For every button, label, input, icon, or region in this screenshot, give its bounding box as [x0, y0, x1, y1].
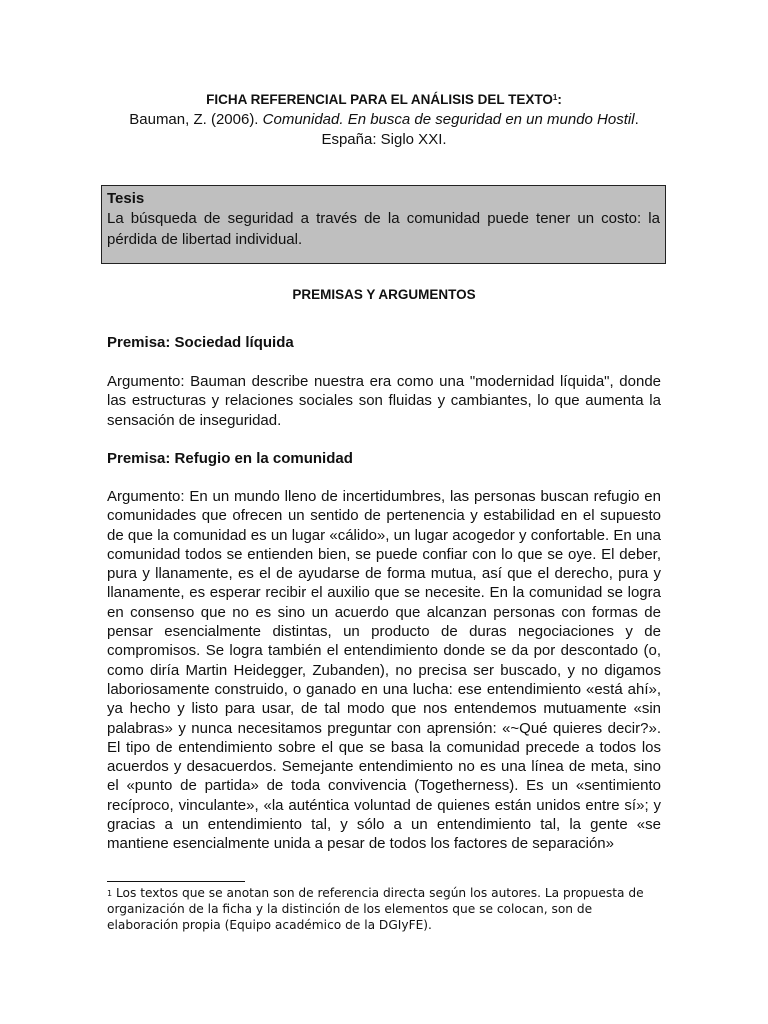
citation — [100, 110, 668, 130]
citation-publisher: España: Siglo XXI. — [321, 131, 447, 148]
document-title — [100, 90, 668, 110]
thesis-label: Tesis — [107, 190, 145, 207]
thesis-text: La búsqueda de seguridad a través de la comunidad puede tener un costo: la pérdida de libertad individual. — [107, 210, 660, 248]
footnote-number: 1 — [107, 889, 113, 898]
premise-argument: Argumento: En un mundo lleno de incertidumbres, las personas buscan refugio en comunidades que ofrecen un sentido de pertenencia y estabilidad en el supuesto de que la comunidad es un lugar «cálido», un lugar acogedor y confortable. En una comunidad todos se entienden bien, se puede confiar con lo que se oye. El deber, pura y llanamente, es el de ayudarse de forma mutua, así que el derecho, pura y llanamente, es esperar recibir el auxilio que se necesite. En la comunidad se logra en consenso que no es sino un acuerdo que alcanzan personas con formas de pensar esencialmente distintas, un producto de duras negociaciones y de compromisos. Se logra también el entendimiento donde se da por descontado (o, como diría Martin Heidegger, Zubanden), no precisa ser buscado, y no digamos laboriosamente construido, o ganado en una lucha: ese entendimiento «está ahí», ya hecho y listo para usar, de tal modo que nos entendemos mutuamente «sin palabras» y nunca necesitamos preguntar con aprensión: «~Qué quieres decir?». El tipo de entendimiento sobre el que se basa la comunidad precede a todos los acuerdos y desacuerdos. Semejante entendimiento no es una línea de meta, sino el «punto de partida» de toda convivencia (Togetherness). Es un «sentimiento recíproco, vinculante», «la auténtica voluntad de quienes están unidos entre sí»; y gracias a un entendimiento tal, y sólo a un entendimiento tal, la gente «se mantiene esencialmente unida a pesar de todos los factores de separación» — [107, 488, 661, 853]
citation-end: . — [634, 111, 639, 128]
thesis-box — [101, 185, 666, 264]
footnote-text: Los textos que se anotan son de referencia directa según los autores. La propuesta de organización de la ficha y la distinción de los elementos que se colocan, son de elaboración propia (Equipo académico de la DGIyFE). — [107, 886, 644, 932]
footnote-mark: 1 — [552, 93, 558, 102]
footnote — [107, 885, 661, 933]
citation-title: Comunidad. En busca de seguridad en un mundo Hostil — [262, 111, 635, 128]
section-title: PREMISAS Y ARGUMENTOS — [292, 287, 476, 302]
citation-author: Bauman, Z. (2006). — [129, 111, 263, 128]
title-text: FICHA REFERENCIAL PARA EL ANÁLISIS DEL TEXTO — [206, 92, 553, 107]
premise-title: Premisa: Refugio en la comunidad — [107, 450, 353, 467]
footnote-divider — [107, 881, 245, 882]
premise-title: Premisa: Sociedad líquida — [107, 334, 294, 351]
document-header — [100, 90, 668, 150]
premise-argument: Argumento: Bauman describe nuestra era como una "modernidad líquida", donde las estructuras y relaciones sociales son fluidas y cambiantes, lo que aumenta la sensación de inseguridad. — [107, 373, 661, 429]
title-suffix: : — [557, 92, 562, 107]
